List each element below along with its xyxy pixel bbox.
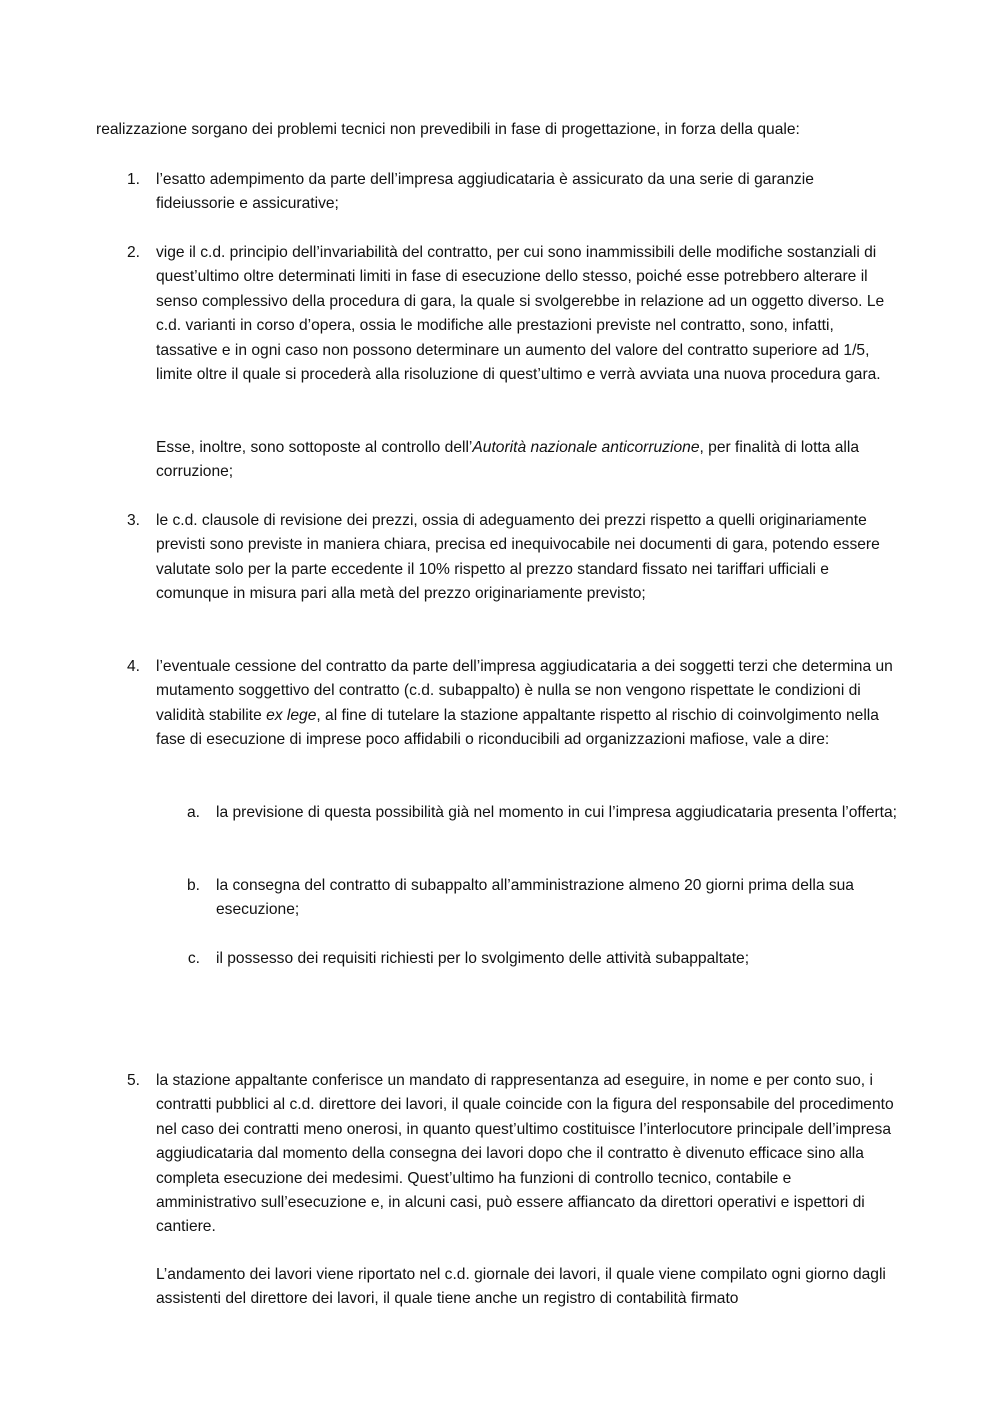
sublist-item-a-text: la previsione di questa possibilità già nel momento in cui l’impresa aggiudicataria presenta l’offerta; xyxy=(216,804,898,821)
list-item-3-text: le c.d. clausole di revisione dei prezzi, ossia di adeguamento dei prezzi rispetto a quelli originariamente previsti sono previste in maniera chiara, precisa ed inequivocabile nei documenti di gara, potendo essere valutate solo per la parte eccedente il 10% rispetto al prezzo standard fissato nei tariffari ufficiali e comunque in misura pari alla metà del prezzo originariamente previsto; xyxy=(156,512,880,603)
item4-before: l’eventuale cessione del contratto da parte dell’impresa aggiudicataria a dei soggetti terzi che determina un mutamento soggettivo del contratto (c.d. subappalto) è nulla se non vengono rispettate le condizioni di validità stabilite xyxy=(156,658,893,724)
item4-after: , al fine di tutelare la stazione appaltante rispetto al rischio di coinvolgimento nella fase di esecuzione di imprese poco affidabili o riconducibili ad organizzazioni mafiose, vale a dire: xyxy=(156,706,879,749)
list-marker-1: 1. xyxy=(126,171,140,188)
sublist-item-c-text: il possesso dei requisiti richiesti per lo svolgimento delle attività subappaltate; xyxy=(216,950,750,967)
list-item-5-text: la stazione appaltante conferisce un mandato di rappresentanza ad eseguire, in nome e per conto suo, i contratti pubblici al c.d. direttore dei lavori, il quale coincide con la figura del responsabile del procedimento nel caso dei contratti meno onerosi, in quanto quest’ultimo costituisce l’interlocutore principale dell’impresa aggiudicataria dal momento della consegna dei lavori dopo che il contratto è divenuto efficace sino alla completa esecuzione dei medesimi. Quest’ultimo ha funzioni di controllo tecnico, contabile e amministrativo sull’esecuzione e, in alcuni casi, può essere affiancato da direttori operativi e ispettori di cantiere. xyxy=(156,1072,894,1236)
sublist-marker-a: a. xyxy=(186,804,200,821)
italic-authority-name: Autorità nazionale anticorruzione xyxy=(472,439,700,456)
list-item-2-paragraph-2 xyxy=(156,436,894,485)
list-item-2-text: vige il c.d. principio dell’invariabilità del contratto, per cui sono inammissibili delle modifiche sostanziali di quest’ultimo oltre determinati limiti in fase di esecuzione dello stesso, poiché esse potrebbero alterare il senso complessivo della procedura di gara, la quale si svolgerebbe in relazione ad un oggetto diverso. Le c.d. varianti in corso d’opera, ossia le modifiche alle prestazioni previste nel contratto, sono, infatti, tassative e in ogni caso non possono determinare un aumento del valore del contratto superiore ad 1/5, limite oltre il quale si procederà alla risoluzione di quest’ultimo e verrà avviata una nuova procedura gara. xyxy=(156,244,885,384)
list-item-1-text: l’esatto adempimento da parte dell’impresa aggiudicataria è assicurato da una serie di garanzie fideiussorie e assicurative; xyxy=(156,171,814,213)
para2-after: , per finalità di lotta alla corruzione; xyxy=(156,439,860,481)
list-item-4-text xyxy=(156,655,894,753)
italic-ex-lege: ex lege xyxy=(266,706,317,724)
sublist-item-b-text: la consegna del contratto di subappalto all’amministrazione almeno 20 giorni prima della sua esecuzione; xyxy=(216,877,854,919)
list-marker-5: 5. xyxy=(126,1072,140,1089)
para2-before: Esse, inoltre, sono sottoposte al controllo dell’ xyxy=(156,439,473,456)
list-item-5-paragraph-2: L’andamento dei lavori viene riportato nel c.d. giornale dei lavori, il quale viene compilato ogni giorno dagli assistenti del direttore dei lavori, il quale tiene anche un registro di contabilità firmato xyxy=(156,1266,886,1308)
sublist-marker-b: b. xyxy=(186,877,200,894)
list-marker-2: 2. xyxy=(126,244,140,261)
list-marker-4: 4. xyxy=(126,658,140,675)
list-marker-3: 3. xyxy=(126,512,140,529)
sublist-marker-c: c. xyxy=(187,950,200,967)
intro-paragraph: realizzazione sorgano dei problemi tecnici non prevedibili in fase di progettazione, in forza della quale: xyxy=(96,121,800,138)
